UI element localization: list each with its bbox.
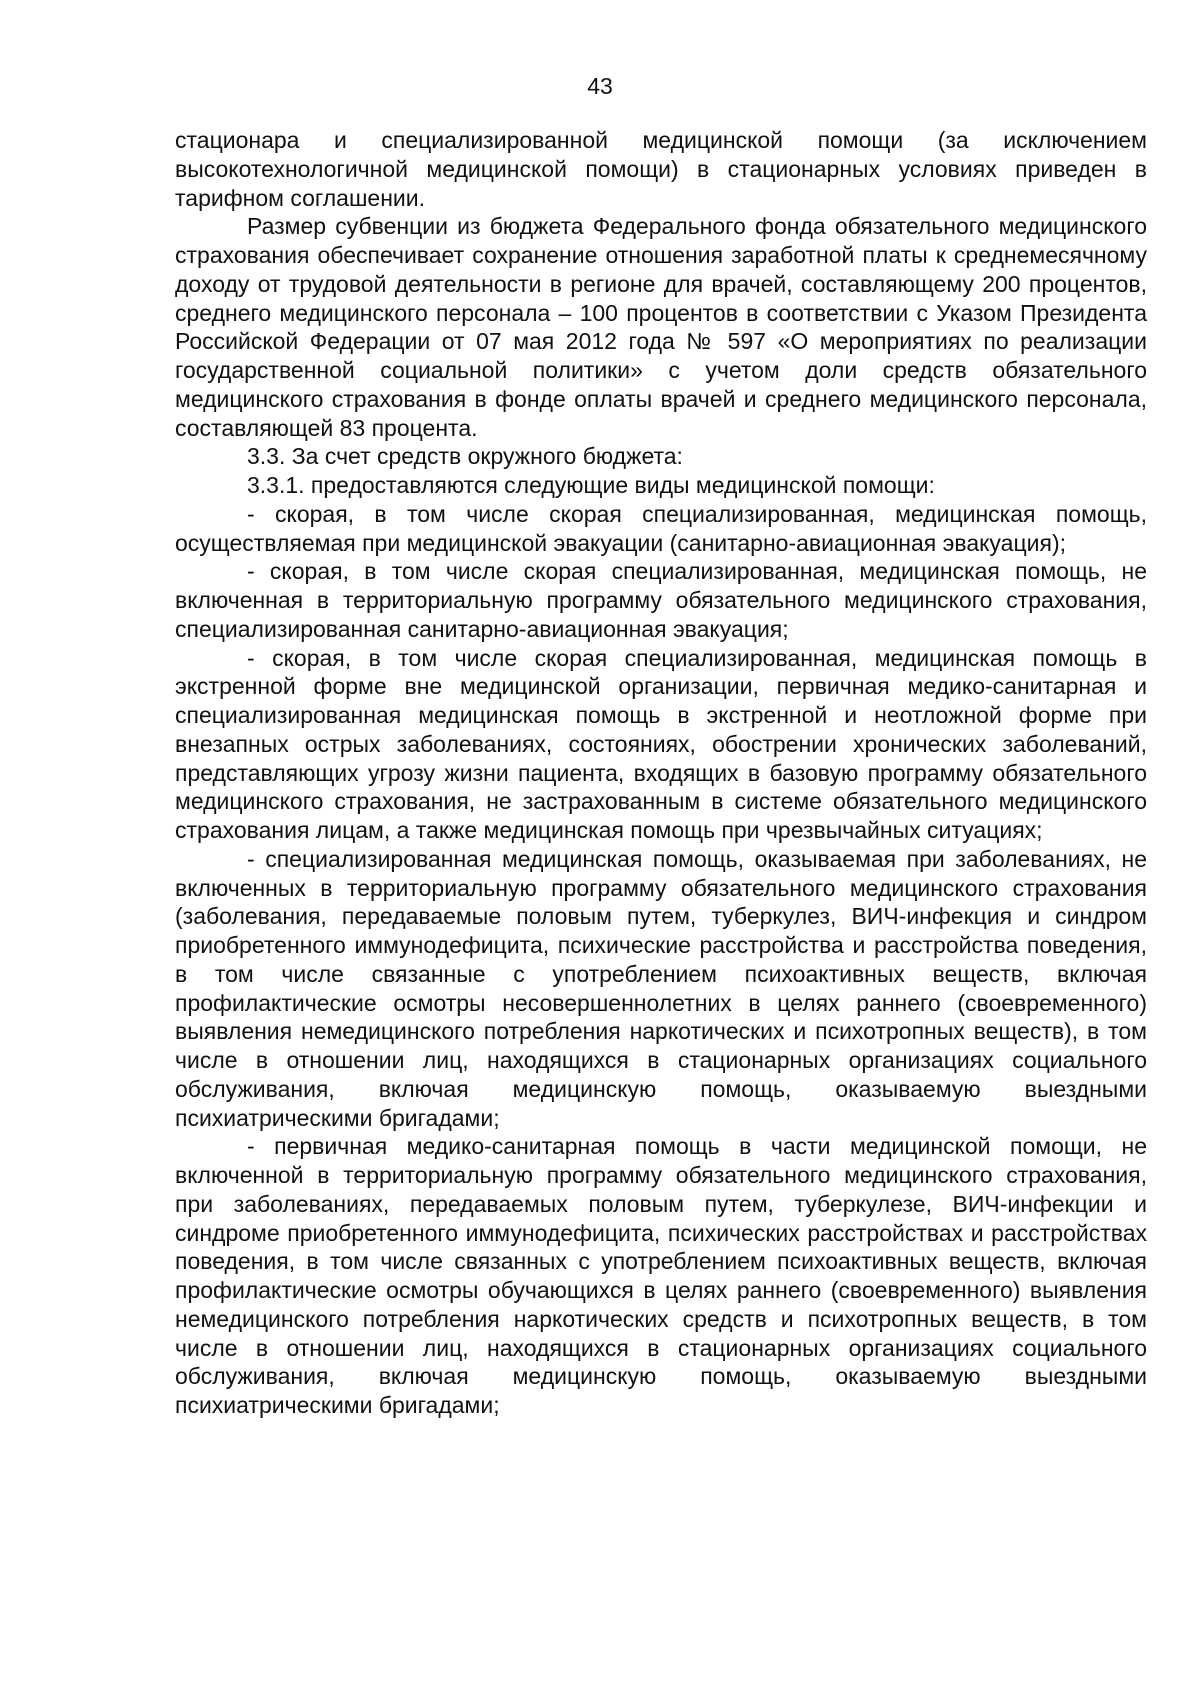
list-item: - скорая, в том числе скорая специализированная, медицинская помощь, не включенная в территориальную программу обязательного медицинского страхования, специализированная санитарно-авиационная эвакуация; xyxy=(175,558,1147,642)
list-item: - специализированная медицинская помощь, оказываемая при заболеваниях, не включенных в территориальную программу обязательного медицинского страхования (заболевания, передаваемые половым путем, туберкулез, ВИЧ-инфекция и синдром приобретенного иммунодефицита, психические расстройства и расстройства поведения, в том числе связанные с употреблением психоактивных веществ, включая профилактические осмотры несовершеннолетних в целях раннего (своевременного) выявления немедицинского потребления наркотических и психотропных веществ), в том числе в отношении лиц, находящихся в стационарных организациях социального обслуживания, включая медицинскую помощь, оказываемую выездными психиатрическими бригадами; xyxy=(175,845,1147,1131)
page-number: 43 xyxy=(587,73,613,99)
section-heading-3-3: 3.3. За счет средств окружного бюджета: xyxy=(247,443,683,470)
list-item: - скорая, в том числе скорая специализированная, медицинская помощь в экстренной форме вне медицинской организации, первичная медико-санитарная и специализированная медицинская помощь в экстренной и неотложной форме при внезапных острых заболеваниях, состояниях, обострении хронических заболеваний, представляющих угрозу жизни пациента, входящих в базовую программу обязательного медицинского страхования, не застрахованным в системе обязательного медицинского страхования лицам, а также медицинская помощь при чрезвычайных ситуациях; xyxy=(175,644,1147,843)
paragraph-subvention-size: Размер субвенции из бюджета Федерального фонда обязательного медицинского страхования обеспечивает сохранение отношения заработной платы к среднемесячному доходу от трудовой деятельности в регионе для врачей, составляющему 200 процентов, среднего медицинского персонала – 100 процентов в соответствии с Указом Президента Российской Федерации от 07 мая 2012 года № 597 «О мероприятиях по реализации государственной социальной политики» с учетом доли средств обязательного медицинского страхования в фонде оплаты врачей и среднего медицинского персонала, составляющей 83 процента. xyxy=(175,213,1147,441)
list-item: - скорая, в том числе скорая специализированная, медицинская помощь, осуществляемая при медицинской эвакуации (санитарно-авиационная эвакуация); xyxy=(175,500,1147,556)
list-item: - первичная медико-санитарная помощь в части медицинской помощи, не включенной в территориальную программу обязательного медицинского страхования, при заболеваниях, передаваемых половым путем, туберкулезе, ВИЧ-инфекции и синдроме приобретенного иммунодефицита, психических расстройствах и расстройствах поведения, в том числе связанных с употреблением психоактивных веществ, включая профилактические осмотры обучающихся в целях раннего (своевременного) выявления немедицинского потребления наркотических средств и психотропных веществ, в том числе в отношении лиц, находящихся в стационарных организациях социального обслуживания, включая медицинскую помощь, оказываемую выездными психиатрическими бригадами; xyxy=(175,1133,1147,1418)
subsection-heading-3-3-1: 3.3.1. предоставляются следующие виды медицинской помощи: xyxy=(247,472,935,498)
document-body xyxy=(175,126,1147,1420)
paragraph-continuation: стационара и специализированной медицинской помощи (за исключением высокотехнологичной медицинской помощи) в стационарных условиях приведен в тарифном соглашении. xyxy=(175,127,1147,211)
